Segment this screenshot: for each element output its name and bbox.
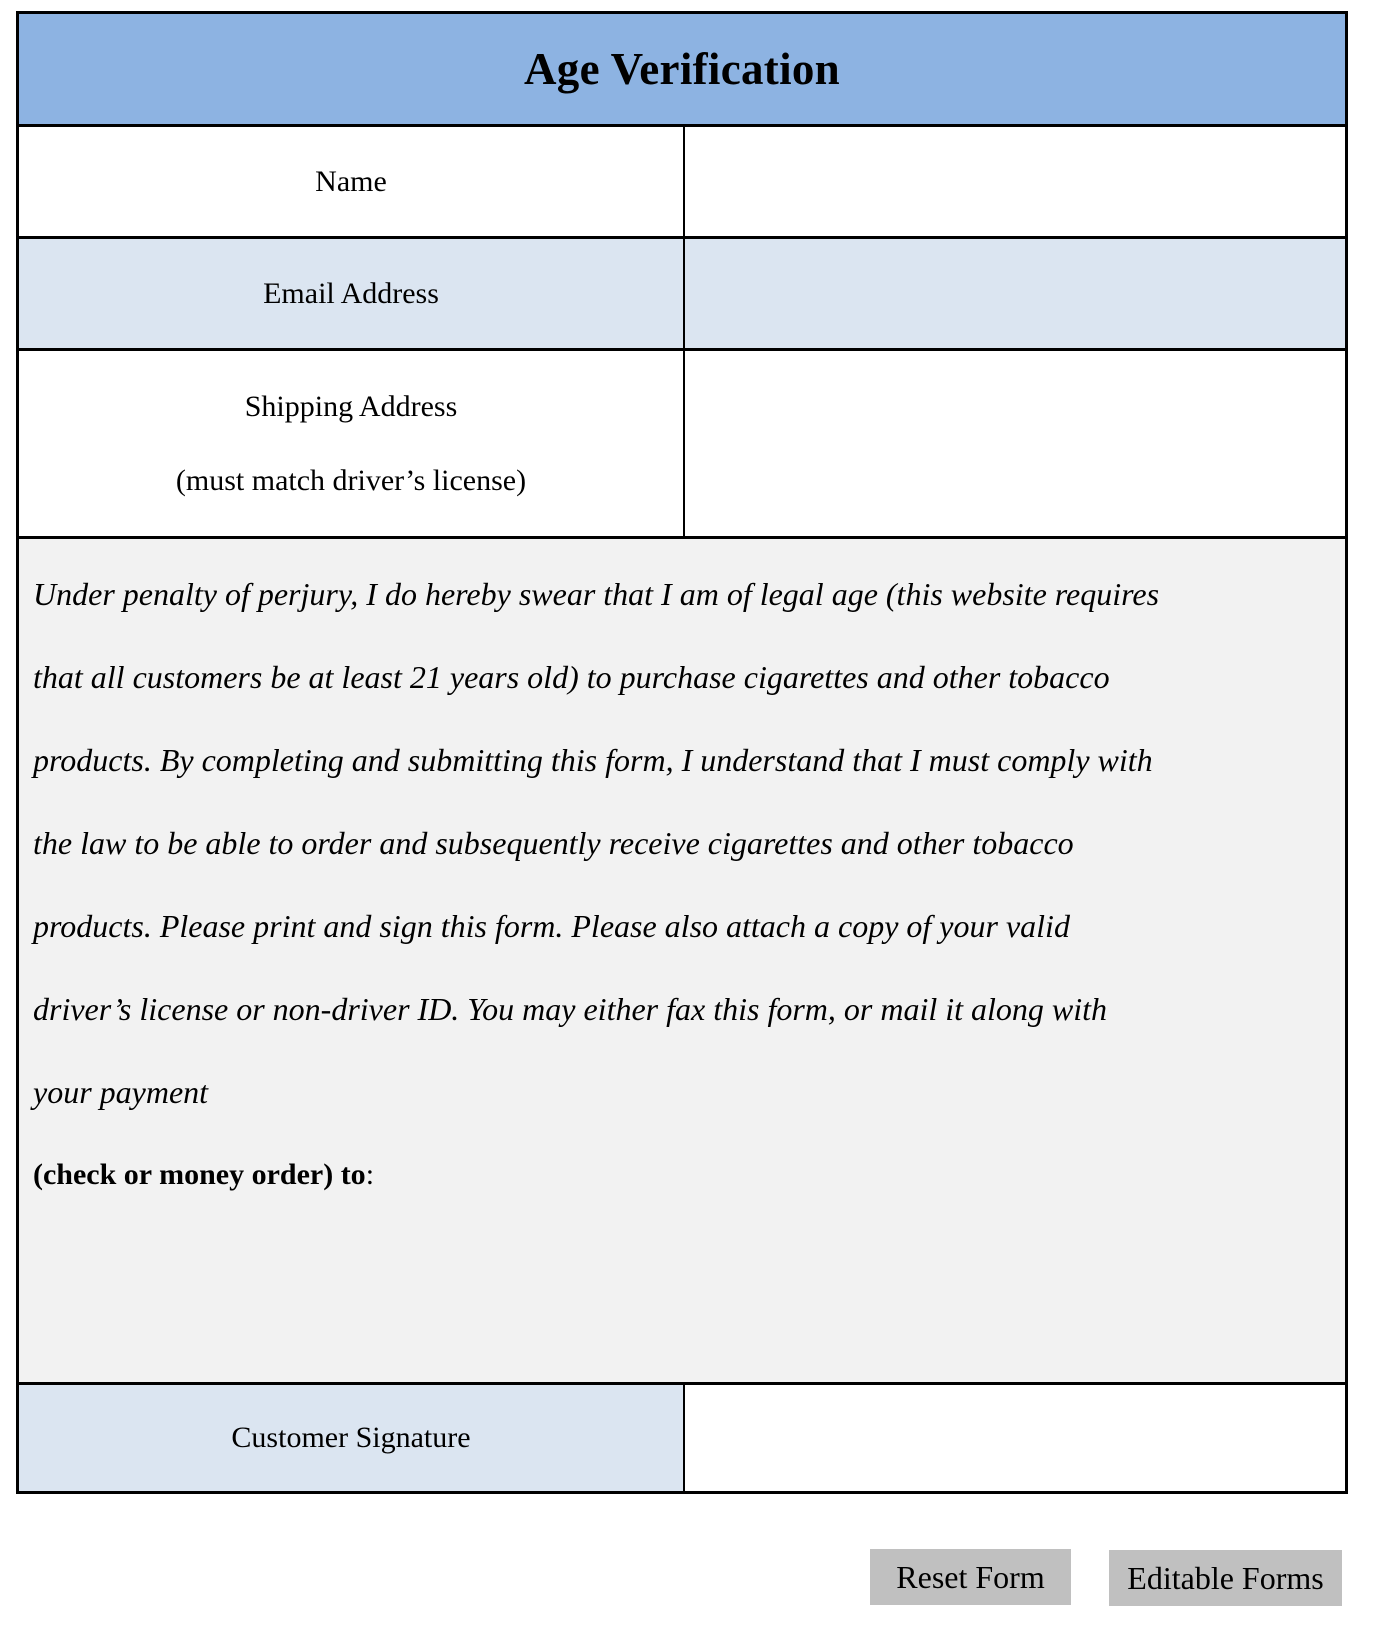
name-input[interactable] [685,127,1345,236]
payment-note-bold: (check or money order) to [33,1158,366,1191]
name-row [19,124,1345,236]
shipping-value-cell [685,351,1345,536]
shipping-address-row [19,348,1345,536]
shipping-label-cell [19,351,685,536]
age-verification-form [16,11,1348,1494]
email-label-cell [19,239,685,348]
editable-forms-button[interactable]: Editable Forms [1109,1550,1342,1606]
signature-row [19,1382,1345,1491]
declaration-line: your payment [33,1074,209,1110]
signature-input[interactable] [685,1385,1345,1491]
shipping-address-sublabel: (must match driver’s license) [175,463,527,497]
declaration-line: products. By completing and submitting this form, I understand that I must comply with [33,742,1153,778]
declaration-section [19,536,1345,1382]
reset-form-button[interactable]: Reset Form [870,1549,1071,1605]
payment-note-colon: : [365,1158,375,1191]
email-label: Email Address [263,276,439,310]
declaration-line: driver’s license or non-driver ID. You may either fax this form, or mail it along with [33,991,1108,1027]
name-label-cell [19,127,685,236]
email-row [19,236,1345,348]
shipping-address-input[interactable] [685,351,1345,536]
form-title: Age Verification [524,44,840,94]
signature-label: Customer Signature [231,1421,471,1454]
shipping-address-label: Shipping Address [244,389,458,423]
email-input[interactable] [685,239,1345,348]
declaration-line: that all customers be at least 21 years old) to purchase cigarettes and other tobacco [33,659,1110,695]
form-header [19,14,1345,124]
declaration-line: Under penalty of perjury, I do hereby swear that I am of legal age (this website requires [33,576,1160,612]
declaration-line: products. Please print and sign this form. Please also attach a copy of your valid [33,908,1070,944]
declaration-line: the law to be able to order and subsequently receive cigarettes and other tobacco [33,825,1074,861]
payment-note [33,1158,374,1192]
signature-label-cell [19,1385,685,1491]
name-value-cell [685,127,1345,236]
signature-value-cell [685,1385,1345,1491]
email-value-cell [685,239,1345,348]
declaration-text [33,553,1325,1134]
name-label: Name [315,164,387,198]
